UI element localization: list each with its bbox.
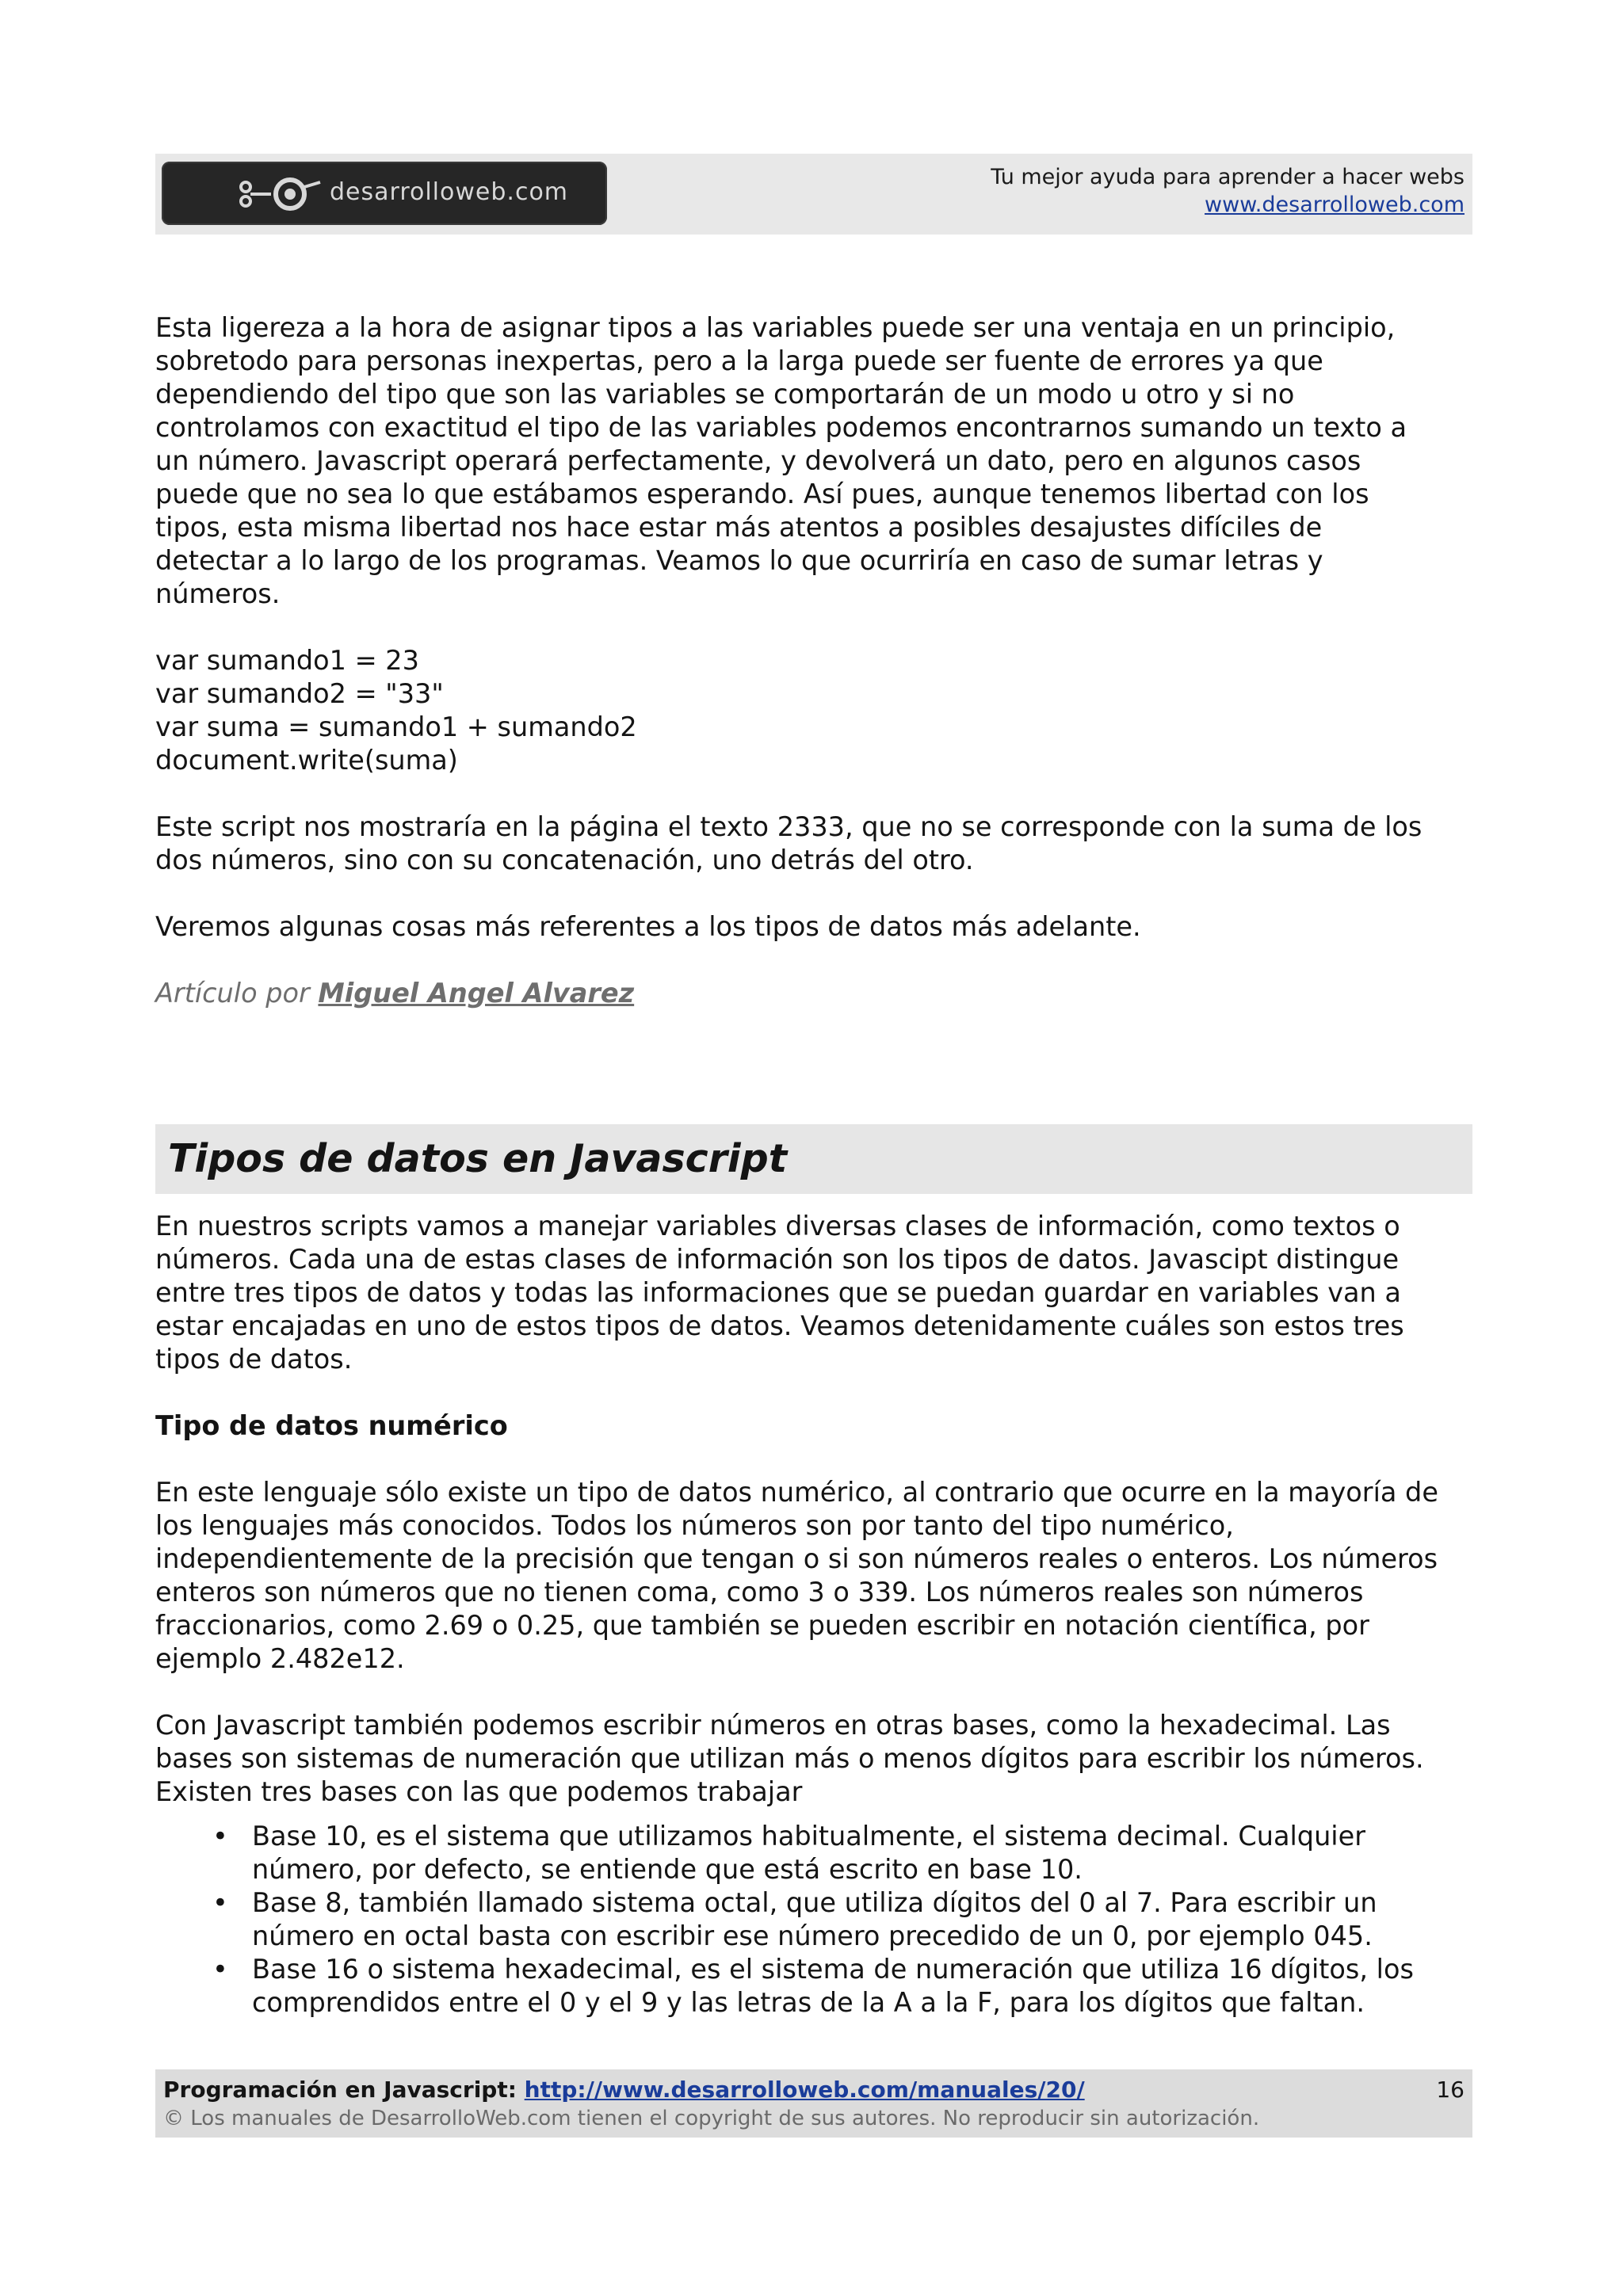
page-header bbox=[155, 154, 1472, 235]
logo-text: desarrolloweb.com bbox=[330, 178, 569, 206]
page-footer bbox=[155, 2069, 1472, 2138]
result-paragraph: Este script nos mostraría en la página el texto 2333, que no se corresponde con la suma de los dos números, sino con su concatenación, uno detrás del otro. bbox=[155, 811, 1423, 875]
numeric-paragraph: En este lenguaje sólo existe un tipo de datos numérico, al contrario que ocurre en la mayoría de los lenguajes más conocidos. Todos los números son por tanto del tipo numérico, independientemente de la precisión que tengan o si son números reales o enteros. Los números enteros son números que no tienen coma, como 3 o 339. Los números reales son números fraccionarios, como 2.69 o 0.25, que también se pueden escribir en notación científica, por ejemplo 2.482e12. bbox=[155, 1477, 1438, 1674]
section-title: Tipos de datos en Javascript bbox=[168, 1136, 788, 1181]
header-tagline bbox=[991, 163, 1465, 219]
tagline-text: Tu mejor ayuda para aprender a hacer webs bbox=[991, 165, 1465, 189]
bases-paragraph: Con Javascript también podemos escribir números en otras bases, como la hexadecimal. Las bases son sistemas de numeración que utilizan más o menos dígitos para escribir los números. Existen tres bases con las que podemos trabajar bbox=[155, 1710, 1424, 1807]
intro-content bbox=[155, 311, 1476, 1010]
list-item-text: Base 10, es el sistema que utilizamos habitualmente, el sistema decimal. Cualquier número, por defecto, se entiende que está escrito en base 10. bbox=[252, 1821, 1365, 1885]
section-intro-paragraph: En nuestros scripts vamos a manejar variables diversas clases de información, como textos o números. Cada una de estas clases de información son los tipos de datos. Javascipt distingue entre tres tipos de datos y todas las informaciones que se puedan guardar en variables van a estar encajadas en uno de estos tipos de datos. Veamos detenidamente cuáles son estos tres tipos de datos. bbox=[155, 1211, 1404, 1375]
intro-paragraph: Esta ligereza a la hora de asignar tipos a las variables puede ser una ventaja en un principio, sobretodo para personas inexpertas, pero a la larga puede ser fuente de errores ya que dependiendo del tipo que son las variables se comportarán de un modo u otro y si no controlamos con exactitud el tipo de las variables podemos encontrarnos sumando un texto a un número. Javascript operará perfectamente, y devolverá un dato, pero en algunos casos puede que no sea lo que estábamos esperando. Así pues, aunque tenemos libertad con los tipos, esta misma libertad nos hace estar más atentos a posibles desajustes difíciles de detectar a lo largo de los programas. Veamos lo que ocurriría en caso de sumar letras y números. bbox=[155, 312, 1407, 609]
site-link[interactable]: www.desarrolloweb.com bbox=[1205, 193, 1465, 217]
page-number: 16 bbox=[1436, 2077, 1465, 2103]
list-item-text: Base 16 o sistema hexadecimal, es el sistema de numeración que utiliza 16 dígitos, los comprendidos entre el 0 y el 9 y las letras de la A a la F, para los dígitos que faltan. bbox=[252, 1954, 1414, 2018]
bullet-icon: • bbox=[212, 1821, 228, 1852]
logo-mark-icon bbox=[238, 176, 325, 212]
code-example: var sumando1 = 23 var sumando2 = "33" var suma = sumando1 + sumando2 document.write(suma) bbox=[155, 645, 637, 776]
author-link[interactable]: Miguel Angel Alvarez bbox=[318, 978, 635, 1009]
byline-prefix: Artículo por bbox=[155, 978, 319, 1009]
list-item bbox=[155, 1953, 1476, 2019]
article-byline bbox=[155, 977, 1476, 1010]
bullet-icon: • bbox=[212, 1954, 228, 1985]
bullet-icon: • bbox=[212, 1887, 228, 1918]
section-title-bar bbox=[155, 1124, 1472, 1194]
list-item-text: Base 8, también llamado sistema octal, que utiliza dígitos del 0 al 7. Para escribir un número en octal basta con escribir ese número precedido de un 0, por ejemplo 045. bbox=[252, 1887, 1377, 1951]
subheading: Tipo de datos numérico bbox=[155, 1410, 508, 1441]
list-item bbox=[155, 1886, 1476, 1953]
section-content bbox=[155, 1210, 1476, 2019]
closing-paragraph: Veremos algunas cosas más referentes a los tipos de datos más adelante. bbox=[155, 911, 1141, 942]
desarrolloweb-logo[interactable] bbox=[162, 162, 607, 225]
list-item bbox=[155, 1820, 1476, 1886]
manual-link[interactable]: http://www.desarrolloweb.com/manuales/20/ bbox=[524, 2077, 1085, 2103]
copyright-notice: © Los manuales de DesarrolloWeb.com tienen el copyright de sus autores. No reproducir sin autorización. bbox=[163, 2107, 1260, 2130]
footer-manual-line bbox=[163, 2076, 1085, 2104]
manual-label: Programación en Javascript: bbox=[163, 2077, 525, 2103]
bases-list bbox=[155, 1820, 1476, 2019]
